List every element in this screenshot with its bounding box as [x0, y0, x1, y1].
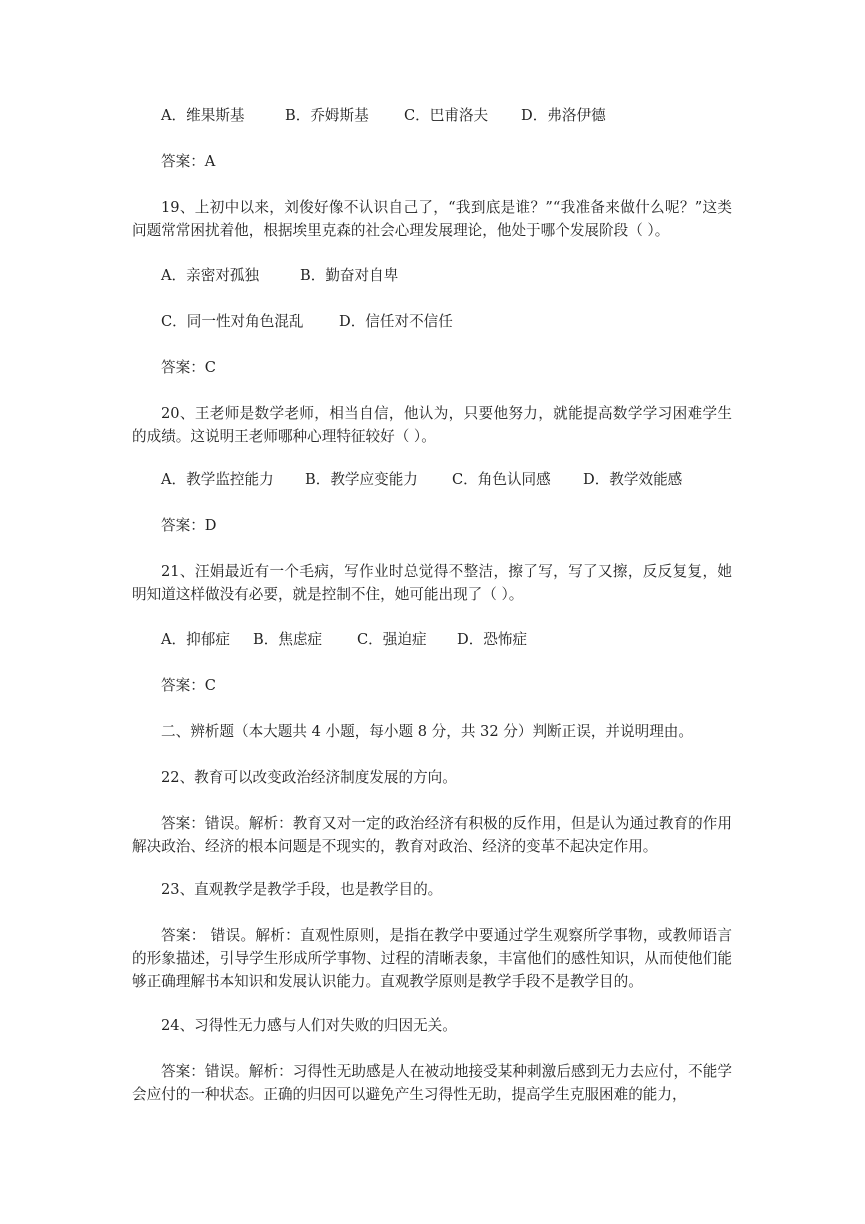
q24-question: 24、习得性无力感与人们对失败的归因无关。: [161, 1017, 457, 1034]
q18-option-d: D．弗洛伊德: [521, 107, 606, 124]
q21-option-c: C．强迫症: [357, 631, 427, 648]
q20-answer: 答案：D: [161, 517, 217, 534]
q19-option-a: A．亲密对孤独: [161, 267, 260, 284]
q19-answer: 答案：C: [161, 359, 216, 376]
q18-option-a: A．维果斯基: [161, 107, 245, 124]
q18-answer: 答案：A: [161, 153, 216, 170]
q20-option-d: D．教学效能感: [583, 471, 683, 488]
q21-question: 21、汪娟最近有一个毛病，写作业时总觉得不整洁，擦了写，写了又擦，反反复复，她明知道这样做没有必要，就是控制不住，她可能出现了（ ）。: [132, 563, 732, 603]
q21-option-a: A．抑郁症: [161, 631, 230, 648]
q20-question: 20、王老师是数学老师，相当自信，他认为，只要他努力，就能提高数学学习困难学生的成绩。这说明王老师哪种心理特征较好（ ）。: [132, 405, 732, 445]
q20-option-a: A．教学监控能力: [161, 471, 274, 488]
q21-option-b: B．焦虑症: [253, 631, 323, 648]
q20-option-b: B．教学应变能力: [305, 471, 418, 488]
q21-option-d: D．恐怖症: [457, 631, 528, 648]
q19-option-d: D．信任对不信任: [339, 313, 453, 330]
q22-answer: 答案：错误。解析：教育又对一定的政治经济有积极的反作用，但是认为通过教育的作用解决政治、经济的根本问题是不现实的，教育对政治、经济的变革不起决定作用。: [132, 815, 732, 855]
q23-question: 23、直观教学是教学手段，也是教学目的。: [161, 881, 443, 898]
q22-question: 22、教育可以改变政治经济制度发展的方向。: [161, 769, 457, 786]
q18-option-b: B．乔姆斯基: [285, 107, 369, 124]
q19-option-b: B．勤奋对自卑: [300, 267, 399, 284]
q19-question: 19、上初中以来，刘俊好像不认识自己了，“我到底是谁？”“我准备来做什么呢？”这类问题常常困扰着他，根据埃里克森的社会心理发展理论，他处于哪个发展阶段（ ）。: [132, 199, 732, 239]
q18-option-c: C．巴甫洛夫: [404, 107, 489, 124]
section-heading: 二、辨析题（本大题共 4 小题，每小题 8 分，共 32 分）判断正误，并说明理由。: [161, 723, 693, 740]
q19-option-c: C．同一性对角色混乱: [161, 313, 304, 330]
q21-answer: 答案：C: [161, 677, 216, 694]
q24-answer: 答案：错误。解析：习得性无助感是人在被动地接受某种刺激后感到无力去应付，不能学会应付的一种状态。正确的归因可以避免产生习得性无助，提高学生克服困难的能力，: [132, 1063, 732, 1103]
q20-option-c: C．角色认同感: [452, 471, 551, 488]
q23-answer: 答案： 错误。解析：直观性原则，是指在教学中要通过学生观察所学事物，或教师语言的形象描述，引导学生形成所学事物、过程的清晰表象，丰富他们的感性知识，从而使他们能够正确理解书本知识和发展认识能力。直观教学原则是教学手段不是教学目的。: [132, 927, 732, 990]
